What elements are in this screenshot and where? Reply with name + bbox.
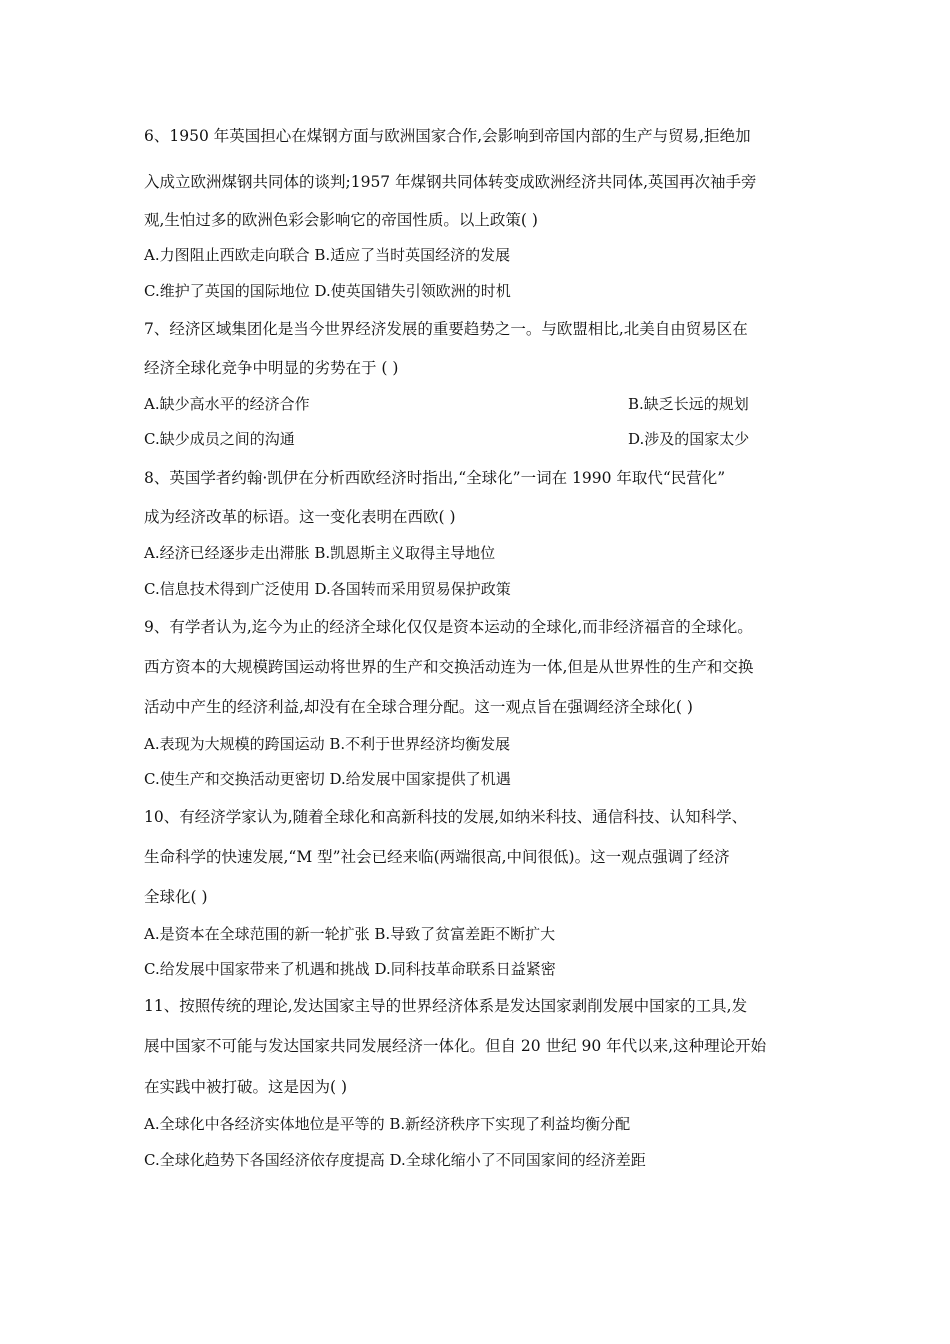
question-8-options-cd: C.信息技术得到广泛使用 D.各国转而采用贸易保护政策 [144,580,511,598]
question-8-options-ab: A.经济已经逐步走出滞胀 B.凯恩斯主义取得主导地位 [144,544,496,562]
question-9-stem-line-1: 9、有学者认为,迄今为止的经济全球化仅仅是资本运动的全球化,而非经济福音的全球化。 [144,618,753,636]
question-9-options-ab: A.表现为大规模的跨国运动 B.不利于世界经济均衡发展 [144,735,511,753]
question-11-stem-line-2: 展中国家不可能与发达国家共同发展经济一体化。但自 20 世纪 90 年代以来,这种理论开始 [144,1037,767,1055]
question-6-stem-line-2: 入成立欧洲煤钢共同体的谈判;1957 年煤钢共同体转变成欧洲经济共同体,英国再次袖手旁 [144,173,757,191]
question-9-options-cd: C.使生产和交换活动更密切 D.给发展中国家提供了机遇 [144,770,511,788]
question-10-stem-line-3: 全球化( ) [144,888,208,906]
question-7-stem-line-1: 7、经济区域集团化是当今世界经济发展的重要趋势之一。与欧盟相比,北美自由贸易区在 [144,320,748,338]
question-10-options-cd: C.给发展中国家带来了机遇和挑战 D.同科技革命联系日益紧密 [144,960,556,978]
question-10-options-ab: A.是资本在全球范围的新一轮扩张 B.导致了贫富差距不断扩大 [144,925,556,943]
question-9-stem-line-2: 西方资本的大规模跨国运动将世界的生产和交换活动连为一体,但是从世界性的生产和交换 [144,658,754,676]
question-7-option-b: B.缺乏长远的规划 [628,395,749,413]
question-10-stem-line-2: 生命科学的快速发展,“M 型”社会已经来临(两端很高,中间很低)。这一观点强调了经济 [144,848,730,866]
question-9-stem-line-3: 活动中产生的经济利益,却没有在全球合理分配。这一观点旨在强调经济全球化( ) [144,698,693,716]
question-6-options-cd: C.维护了英国的国际地位 D.使英国错失引领欧洲的时机 [144,282,511,300]
question-10-stem-line-1: 10、有经济学家认为,随着全球化和高新科技的发展,如纳米科技、通信科技、认知科学、 [144,808,748,826]
question-6-stem-line-1: 6、1950 年英国担心在煤钢方面与欧洲国家合作,会影响到帝国内部的生产与贸易,拒绝加 [144,127,751,145]
question-7-option-d: D.涉及的国家太少 [628,430,750,448]
question-11-options-cd: C.全球化趋势下各国经济依存度提高 D.全球化缩小了不同国家间的经济差距 [144,1151,646,1169]
question-8-stem-line-2: 成为经济改革的标语。这一变化表明在西欧( ) [144,508,456,526]
question-7-option-a: A.缺少高水平的经济合作 [144,395,310,413]
question-6-options-ab: A.力图阻止西欧走向联合 B.适应了当时英国经济的发展 [144,246,511,264]
question-8-stem-line-1: 8、英国学者约翰·凯伊在分析西欧经济时指出,“全球化”一词在 1990 年取代“民营化” [144,469,726,487]
question-11-stem-line-3: 在实践中被打破。这是因为( ) [144,1078,348,1096]
question-7-stem-line-2: 经济全球化竞争中明显的劣势在于 ( ) [144,359,399,377]
question-7-option-c: C.缺少成员之间的沟通 [144,430,295,448]
question-11-options-ab: A.全球化中各经济实体地位是平等的 B.新经济秩序下实现了利益均衡分配 [144,1115,631,1133]
question-11-stem-line-1: 11、按照传统的理论,发达国家主导的世界经济体系是发达国家剥削发展中国家的工具,发 [144,997,748,1015]
question-6-stem-line-3: 观,生怕过多的欧洲色彩会影响它的帝国性质。以上政策( ) [144,211,538,229]
